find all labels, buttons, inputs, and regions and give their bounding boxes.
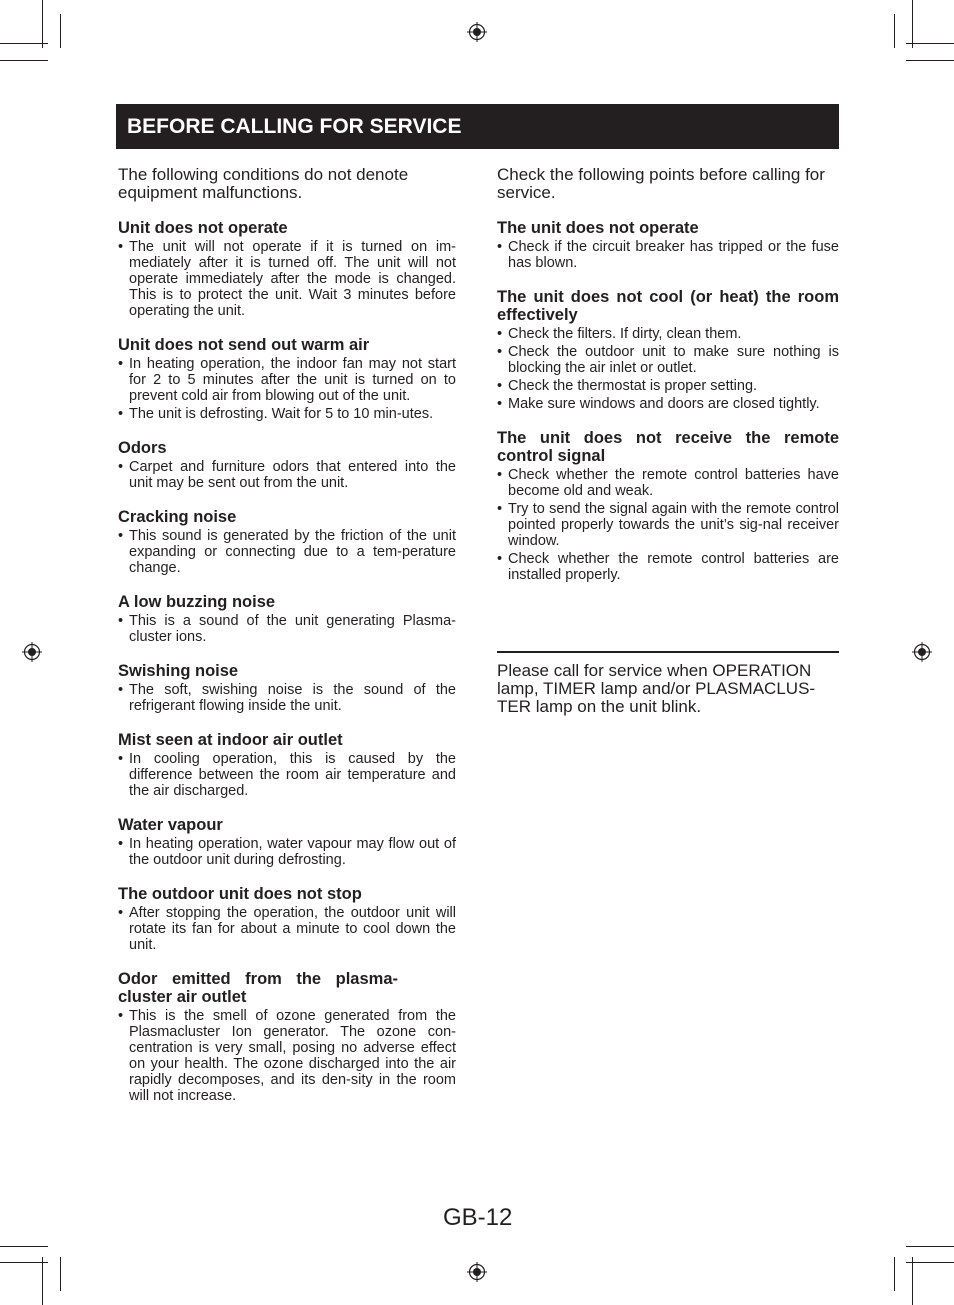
section-heading: Cracking noise [118, 508, 237, 526]
section-heading: Unit does not send out warm air [118, 336, 370, 354]
bullet-item: • This sound is generated by the friction of the unit expanding or connecting due to a tem-perature change. [118, 528, 456, 576]
section-heading: The outdoor unit does not stop [118, 885, 362, 903]
bullet-list [118, 459, 456, 491]
bullet-item: • Check the outdoor unit to make sure nothing is blocking the air inlet or outlet. [497, 344, 839, 376]
section-heading: The unit does not receive the remote control signal [497, 429, 839, 465]
bullet-item: • The soft, swishing noise is the sound of the refrigerant flowing inside the unit. [118, 682, 456, 714]
crop-mark-icon [906, 60, 954, 61]
bullet-item: • Check whether the remote control batteries have become old and weak. [497, 467, 839, 499]
crop-mark-icon [906, 1262, 954, 1263]
page-number: GB-12 [443, 1204, 513, 1231]
left-intro: The following conditions do not denote equipment malfunctions. [118, 165, 409, 202]
crop-mark-icon [42, 1257, 43, 1305]
crop-mark-icon [0, 60, 48, 61]
bullet-item: • In heating operation, the indoor fan may not start for 2 to 5 minutes after the unit is turned on to prevent cold air from blowing out of the unit. [118, 356, 456, 404]
crop-mark-icon [894, 14, 895, 48]
bullet-list [497, 467, 839, 583]
bullet-item: • The unit is defrosting. Wait for 5 to 10 min-utes. [118, 406, 456, 422]
section-heading: Odors [118, 439, 167, 457]
divider [497, 651, 839, 653]
section-heading: Swishing noise [118, 662, 239, 680]
section [118, 662, 456, 714]
bullet-list [497, 326, 839, 412]
section [118, 816, 456, 868]
bullet-list [497, 239, 839, 271]
section-heading: Unit does not operate [118, 219, 288, 237]
bullet-item: • This is a sound of the unit generating Plasma-cluster ions. [118, 613, 456, 645]
bullet-list [118, 751, 456, 799]
crop-mark-icon [906, 43, 954, 44]
section [118, 593, 456, 645]
bullet-item: • Carpet and furniture odors that entered into the unit may be sent out from the unit. [118, 459, 456, 491]
section-heading: The unit does not cool (or heat) the room effectively [497, 288, 839, 324]
left-column [118, 166, 456, 1121]
section [118, 508, 456, 576]
bullet-item: • In heating operation, water vapour may flow out of the outdoor unit during defrosting. [118, 836, 456, 868]
section [497, 288, 839, 412]
bullet-item: • Make sure windows and doors are closed tightly. [497, 396, 839, 412]
crop-mark-icon [894, 1257, 895, 1291]
bullet-item: • Try to send the signal again with the remote control pointed properly towards the unit’s sig-nal receiver window. [497, 501, 839, 549]
registration-mark-icon [467, 22, 487, 42]
bullet-item: • The unit will not operate if it is turned on im-mediately after it is turned off. The unit will not operate immediately after the mode is changed. This is to protect the unit. Wait 3 minutes before operating the unit. [118, 239, 456, 319]
section [497, 429, 839, 583]
section [118, 336, 456, 422]
right-intro: Check the following points before calling for service. [497, 165, 825, 202]
bullet-list [118, 239, 456, 319]
bullet-item: • Check if the circuit breaker has tripped or the fuse has blown. [497, 239, 839, 271]
bullet-item: • This is the smell of ozone generated from the Plasmacluster Ion generator. The ozone con-centration is very small, posing no adverse effect on your health. The ozone discharged into the air rapidly decomposes, and its den-sity in the room will not increase. [118, 1008, 456, 1104]
bullet-list [118, 356, 456, 422]
bullet-list [118, 682, 456, 714]
section [118, 970, 456, 1104]
bullet-item: • Check whether the remote control batteries are installed properly. [497, 551, 839, 583]
bullet-list [118, 905, 456, 953]
crop-mark-icon [912, 1257, 913, 1305]
section-heading: Water vapour [118, 816, 223, 834]
right-column [497, 166, 839, 600]
bullet-item: • In cooling operation, this is caused by the difference between the room air temperature and the air discharged. [118, 751, 456, 799]
section [118, 439, 456, 491]
crop-mark-icon [60, 14, 61, 48]
bullet-item: • After stopping the operation, the outdoor unit will rotate its fan for about a minute to cool down the unit. [118, 905, 456, 953]
bullet-list [118, 528, 456, 576]
crop-mark-icon [60, 1257, 61, 1291]
bullet-list [118, 1008, 456, 1104]
section [497, 219, 839, 271]
section [118, 219, 456, 319]
crop-mark-icon [42, 0, 43, 48]
section-heading: A low buzzing noise [118, 593, 276, 611]
crop-mark-icon [912, 0, 913, 48]
registration-mark-icon [22, 642, 42, 662]
service-note: Please call for service when OPERATION lamp, TIMER lamp and/or PLASMACLUS-TER lamp on the unit blink. [497, 661, 816, 716]
section [118, 885, 456, 953]
bullet-item: • Check the thermostat is proper setting. [497, 378, 839, 394]
crop-mark-icon [0, 1262, 48, 1263]
bullet-item: • Check the filters. If dirty, clean them. [497, 326, 839, 342]
section-heading: Odor emitted from the plasma-cluster air outlet [118, 970, 398, 1006]
bullet-list [118, 836, 456, 868]
bullet-list [118, 613, 456, 645]
registration-mark-icon [912, 642, 932, 662]
section-heading: Mist seen at indoor air outlet [118, 731, 343, 749]
registration-mark-icon [467, 1262, 487, 1282]
page-title: BEFORE CALLING FOR SERVICE [116, 104, 839, 149]
crop-mark-icon [0, 43, 48, 44]
crop-mark-icon [906, 1246, 954, 1247]
crop-mark-icon [0, 1246, 48, 1247]
section [118, 731, 456, 799]
section-heading: The unit does not operate [497, 219, 699, 237]
